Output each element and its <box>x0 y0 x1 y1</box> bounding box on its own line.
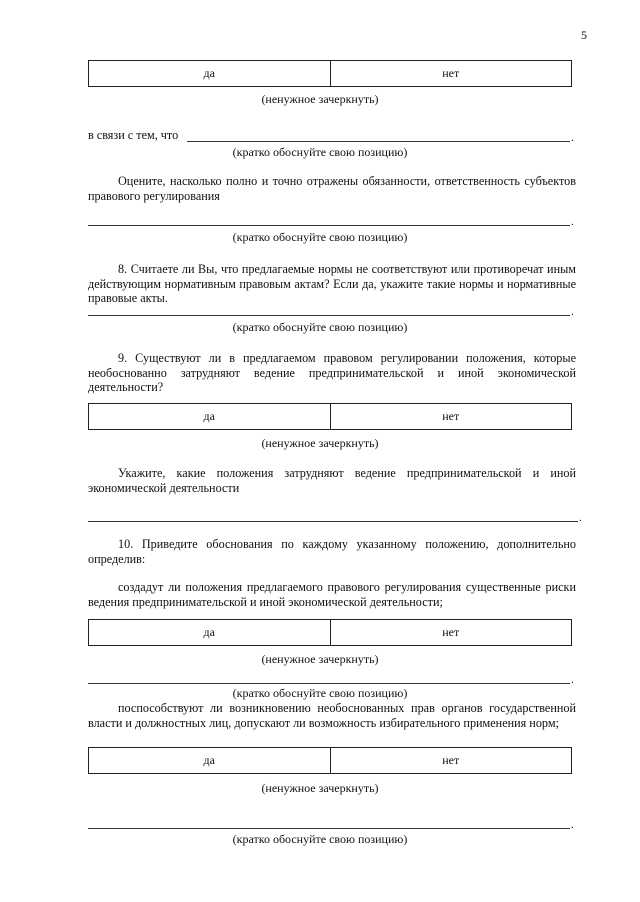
yes-option[interactable]: да <box>203 66 215 80</box>
line-end-period: . <box>571 306 574 318</box>
justify-note: (кратко обоснуйте свою позицию) <box>232 230 408 244</box>
no-option[interactable]: нет <box>330 748 572 773</box>
answer-line[interactable] <box>88 521 578 522</box>
yes-no-choice-box <box>88 747 572 774</box>
question-10: 10. Приведите обоснования по каждому указанному положению, дополнительно определив: <box>88 537 576 566</box>
strike-out-note: (ненужное зачеркнуть) <box>261 92 379 106</box>
no-option[interactable]: нет <box>330 61 572 86</box>
line-end-period: . <box>571 132 574 144</box>
line-end-period: . <box>579 512 582 524</box>
justify-note: (кратко обоснуйте свою позицию) <box>232 832 408 846</box>
yes-no-choice-box <box>88 619 572 646</box>
yes-no-choice-box <box>88 60 572 87</box>
yes-option[interactable]: да <box>203 625 215 639</box>
page-number: 5 <box>581 28 587 42</box>
line-end-period: . <box>571 819 574 831</box>
no-option[interactable]: нет <box>330 404 572 429</box>
question-10-corruption: поспособствуют ли возникновению необоснованных прав органов государственной власти и должностных лиц, допускают ли возможность избирательного применения норм; <box>88 701 576 730</box>
justify-note: (кратко обоснуйте свою позицию) <box>232 686 408 700</box>
answer-line[interactable] <box>88 225 570 226</box>
answer-line[interactable] <box>88 315 570 316</box>
question-10-risks: создадут ли положения предлагаемого правового регулирования существенные риски ведения предпринимательской и иной экономической деятельности; <box>88 580 576 609</box>
question-8: 8. Считаете ли Вы, что предлагаемые нормы не соответствуют или противоречат иным действующим нормативным правовым актам? Если да, укажите такие нормы и нормативные правовые акты. <box>88 262 576 305</box>
no-option[interactable]: нет <box>330 620 572 645</box>
assess-responsibility-paragraph: Оцените, насколько полно и точно отражены обязанности, ответственность субъектов правового регулирования <box>88 174 576 203</box>
yes-option[interactable]: да <box>203 409 215 423</box>
yes-option[interactable]: да <box>203 753 215 767</box>
question-9: 9. Существуют ли в предлагаемом правовом регулировании положения, которые необоснованно затрудняют ведение предпринимательской и иной экономической деятельности? <box>88 351 576 394</box>
strike-out-note: (ненужное зачеркнуть) <box>261 652 379 666</box>
strike-out-note: (ненужное зачеркнуть) <box>261 436 379 450</box>
line-end-period: . <box>571 216 574 228</box>
in-connection-label: в связи с тем, что <box>88 128 179 142</box>
yes-no-choice-box <box>88 403 572 430</box>
answer-line[interactable] <box>88 683 570 684</box>
answer-line[interactable] <box>187 141 570 142</box>
line-end-period: . <box>571 674 574 686</box>
justify-note: (кратко обоснуйте свою позицию) <box>232 145 408 159</box>
strike-out-note: (ненужное зачеркнуть) <box>261 781 379 795</box>
justify-note: (кратко обоснуйте свою позицию) <box>232 320 408 334</box>
question-9-specify: Укажите, какие положения затрудняют ведение предпринимательской и иной экономической деятельности <box>88 466 576 495</box>
answer-line[interactable] <box>88 828 570 829</box>
